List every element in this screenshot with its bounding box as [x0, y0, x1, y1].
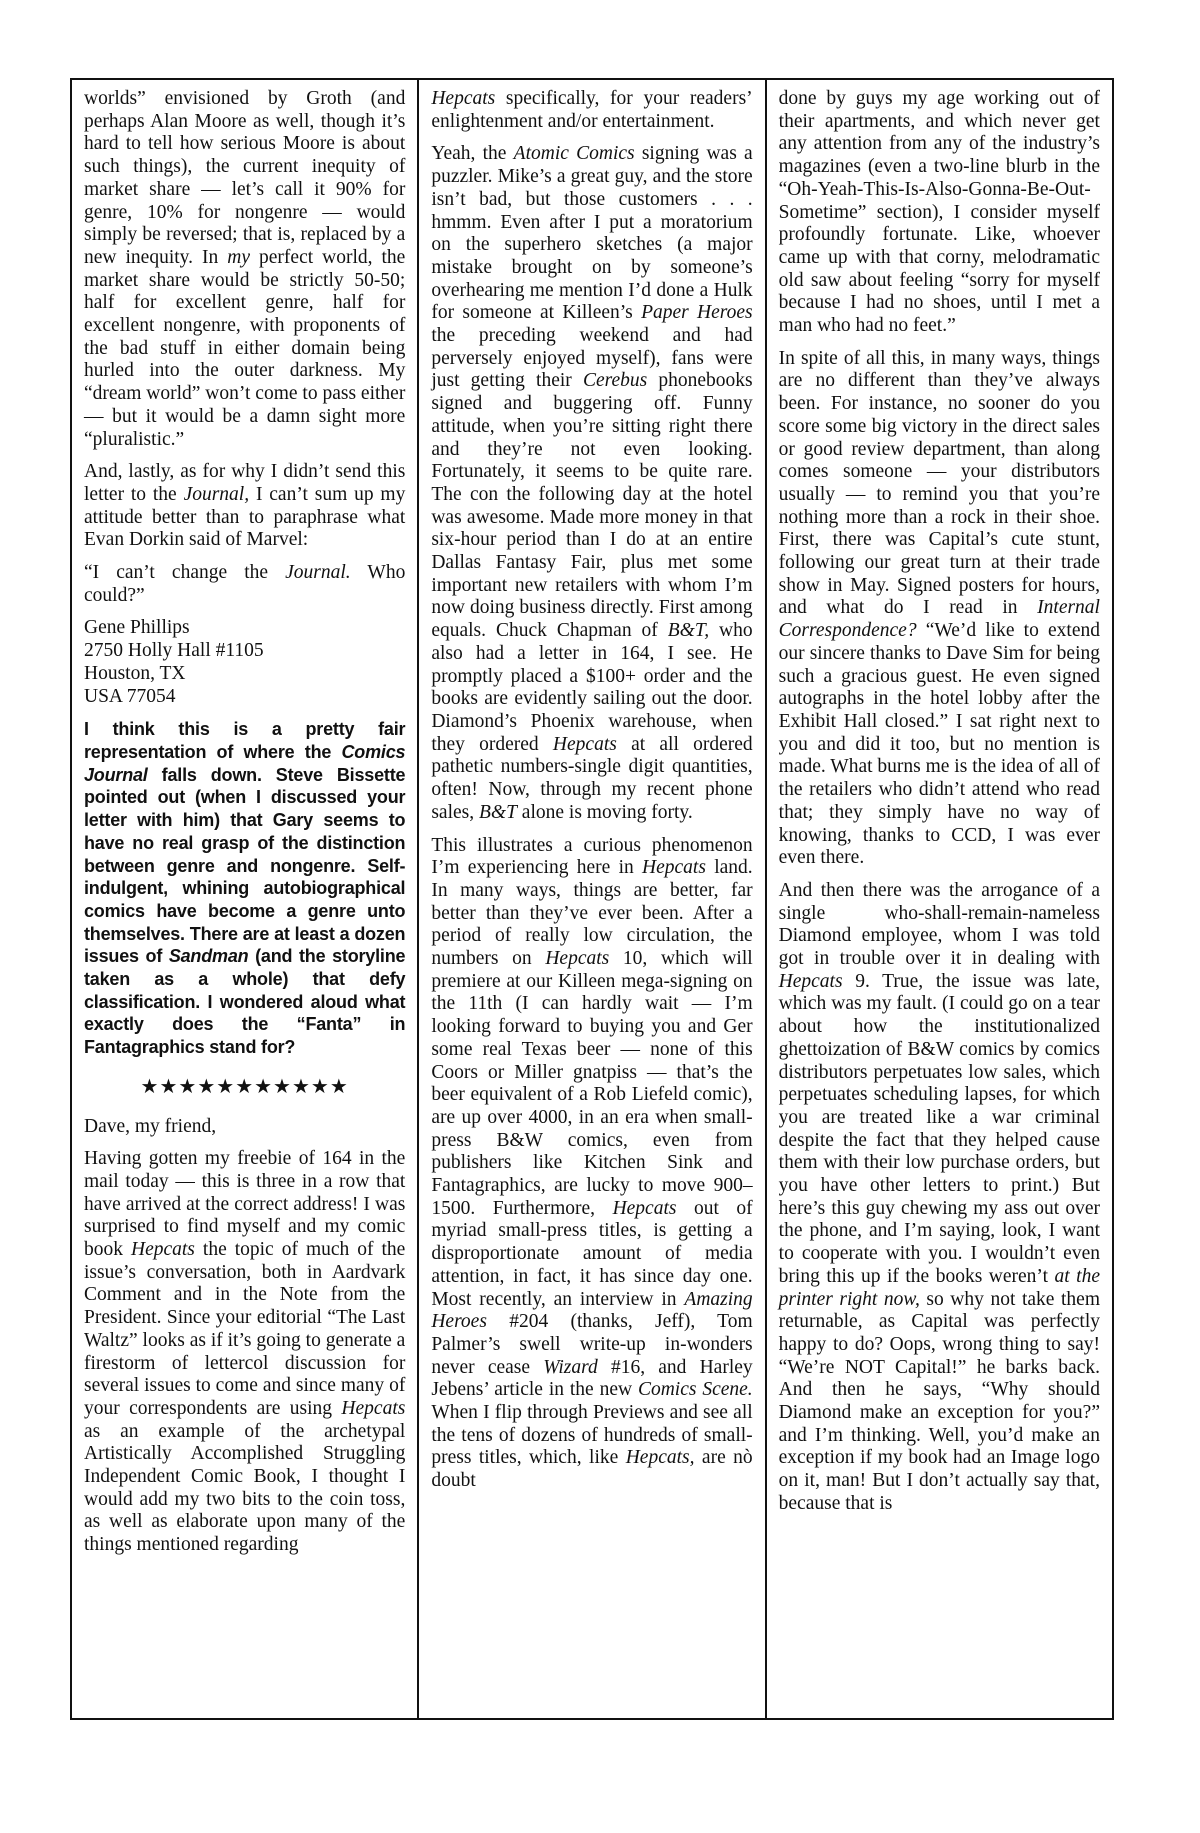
paragraph-guys-my-age: done by guys my age working out of their apartments, and which never get any attention from any of the industry’s magazines (even a two-line blurb in the “Oh-Yeah-This-Is-Also-Gonna-Be-Out-Sometime” section), I consider myself profoundly fortunate. Like, whoever came up with that corny, melodramatic old saw about feeling “sorry for myself because I had no shoes, until I met a man who had no feet.” [778, 88, 1100, 337]
text-column-2 [417, 80, 764, 1718]
address-line: USA 77054 [84, 685, 176, 707]
letter-salutation: Dave, my friend, [84, 1115, 217, 1137]
paragraph-why-not-journal: And, lastly, as for why I didn’t send this letter to the Journal, I can’t sum up my attitude better than to paraphrase what Evan Dorkin said of Marvel: [84, 461, 406, 551]
paragraph-hepcats-specifically: Hepcats specifically, for your readers’ enlightenment and/or entertainment. [431, 88, 753, 132]
address-line: Houston, TX [84, 662, 186, 684]
paragraph-curious-phenomenon: This illustrates a curious phenomenon I’m experiencing here in Hepcats land. In many ways, things are better, far better than they’ve ever been. After a period of really low circulation, the numbers on Hepcats 10, which will premiere at our Killeen mega-signing on the 11th (I can hardly wait — I’m looking forward to buying you and Ger some real Texas beer — none of this Coors or Miller gnatpiss — that’s the beer equivalent of a Rob Liefeld comic), are up over 4000, in an era when small-press B&W comics, even from publishers like Kitchen Sink and Fantagraphics, are lucky to move 900–1500. Furthermore, Hepcats out of myriad small-press titles, is getting a disproportionate amount of media attention, in fact, it has since day one. Most recently, an interview in Amazing Heroes #204 (thanks, Jeff), Tom Palmer’s swell write-up in-wonders never cease Wizard #16, and Harley Jebens’ article in the new Comics Scene. When I flip through Previews and see all the tens of dozens of hundreds of small-press titles, which, like Hepcats, are nò doubt [431, 834, 753, 1492]
paragraph-in-spite-of-all-this: In spite of all this, in many ways, things are no different than they’ve always been. For instance, no sooner do you score some big victory in the direct sales or good review department, than along comes someone — your distributors usually — to remind you that you’re nothing more than a rock in their shoe. First, there was Capital’s cute stunt, following our great turn at their trade show in May. Signed posters for hours, and what do I read in Internal Correspondence? “We’d like to extend our sincere thanks to Dave Sim for being such a gracious guest. He even signed autographs in the hotel lobby after the Exhibit Hall closed.” I sat right next to you and did it too, but no mention is made. What burns me is the idea of all of the retailers who didn’t attend who read that; they simply have no way of knowing, thanks to CCD, I was ever even there. [778, 347, 1100, 869]
paragraph-dream-world: worlds” envisioned by Groth (and perhaps Alan Moore as well, though it’s hard to tell how serious Moore is about such things), the current inequity of market share — let’s call it 90% for genre, 10% for nongenre — would simply be reversed; that is, replaced by a new inequity. In my perfect world, the market share would be strictly 50-50; half for excellent genre, half for excellent nongenre, with proponents of the bad stuff in either domain being hurled into the outer darkness. My “dream world” won’t come to pass either — but it would be a damn sight more “pluralistic.” [84, 88, 406, 450]
text-column-1 [72, 80, 417, 1718]
paragraph-quote: “I can’t change the Journal. Who could?” [84, 562, 406, 606]
star-divider: ★★★★★★★★★★★ [140, 1073, 349, 1098]
paragraph-freebie: Having gotten my freebie of 164 in the mail today — this is three in a row that have arrived at the correct address! I was surprised to find myself and my comic book Hepcats the topic of much of the issue’s conversation, both in Aardvark Comment and in the Note from the President. Since your editorial “The Last Waltz” looks as if it’s going to generate a firestorm of lettercol discussion for several issues to come and since many of your correspondents are using Hepcats as an example of the archetypal Artistically Accomplished Struggling Independent Comic Book, I thought I would add my two bits to the coin toss, as well as elaborate upon many of the things mentioned regarding [84, 1148, 406, 1556]
paragraph-atomic-comics: Yeah, the Atomic Comics signing was a puzzler. Mike’s a great guy, and the store isn’t bad, but those customers . . . hmmm. Even after I put a moratorium on the superhero sketches (a major mistake brought on by someone’s overhearing me mention I’d done a Hulk for someone at Killeen’s Paper Heroes the preceding weekend and had perversely enjoyed myself), fans were just getting their Cerebus phonebooks signed and buggering off. Funny attitude, when you’re sitting right there and they’re not even looking. Fortunately, it seems to be quite rare. The con the following day at the hotel was awesome. Made more money in that six-hour period than I do at an entire Dallas Fantasy Fair, plus met some important new retailers with whom I’m now doing business directly. First among equals. Chuck Chapman of B&T, who also had a letter in 164, I see. He promptly placed a $100+ order and the books are evidently sailing out the door. Diamond’s Phoenix warehouse, when they ordered Hepcats at all ordered pathetic numbers-single digit quantities, often! Now, through my recent phone sales, B&T alone is moving forty. [431, 143, 753, 823]
paragraph-arrogance: And then there was the arrogance of a single who-shall-remain-nameless Diamond employee, whom I was told got in trouble over it in dealing with Hepcats 9. True, the issue was late, which was my fault. (I could go on a tear about how the institutionalized ghettoization of B&W comics by comics distributors perpetuates low sales, which perpetuates scheduling lapses, for which you are treated like a war criminal despite the fact that they helped cause them with their low purchase orders, but you have other letters to print.) But here’s this guy chewing my ass out over the phone, and I’m saying, look, I want to cooperate with you. I wouldn’t even bring this up if the books weren’t at the printer right now, so why not take them returnable, as Capital was perfectly happy to do? Oops, wrong thing to say! “We’re NOT Capital!” he barks back. And then he says, “Why should Diamond make an exception for you?” and I’m thinking. Well, you’d make an exception if my book had an Image logo on it, man! But I don’t actually say that, because that is [778, 879, 1100, 1514]
address-line: 2750 Holly Hall #1105 [84, 640, 264, 662]
letters-page-frame [70, 78, 1114, 1720]
address-line: Gene Phillips [84, 617, 190, 639]
text-column-3 [765, 80, 1112, 1718]
letter-signature-address [84, 617, 405, 708]
editor-response: I think this is a pretty fair representation of where the Comics Journal falls down. Steve Bissette pointed out (when I discussed your letter with him) that Gary seems to have no real grasp of the distinction between genre and nongenre. Self-indulgent, whining autobiographical comics have become a genre unto themselves. There are at least a dozen issues of Sandman (and the storyline taken as a whole) that defy classification. I wondered aloud what exactly does the “Fanta” in Fantagraphics stand for? [84, 719, 406, 1058]
